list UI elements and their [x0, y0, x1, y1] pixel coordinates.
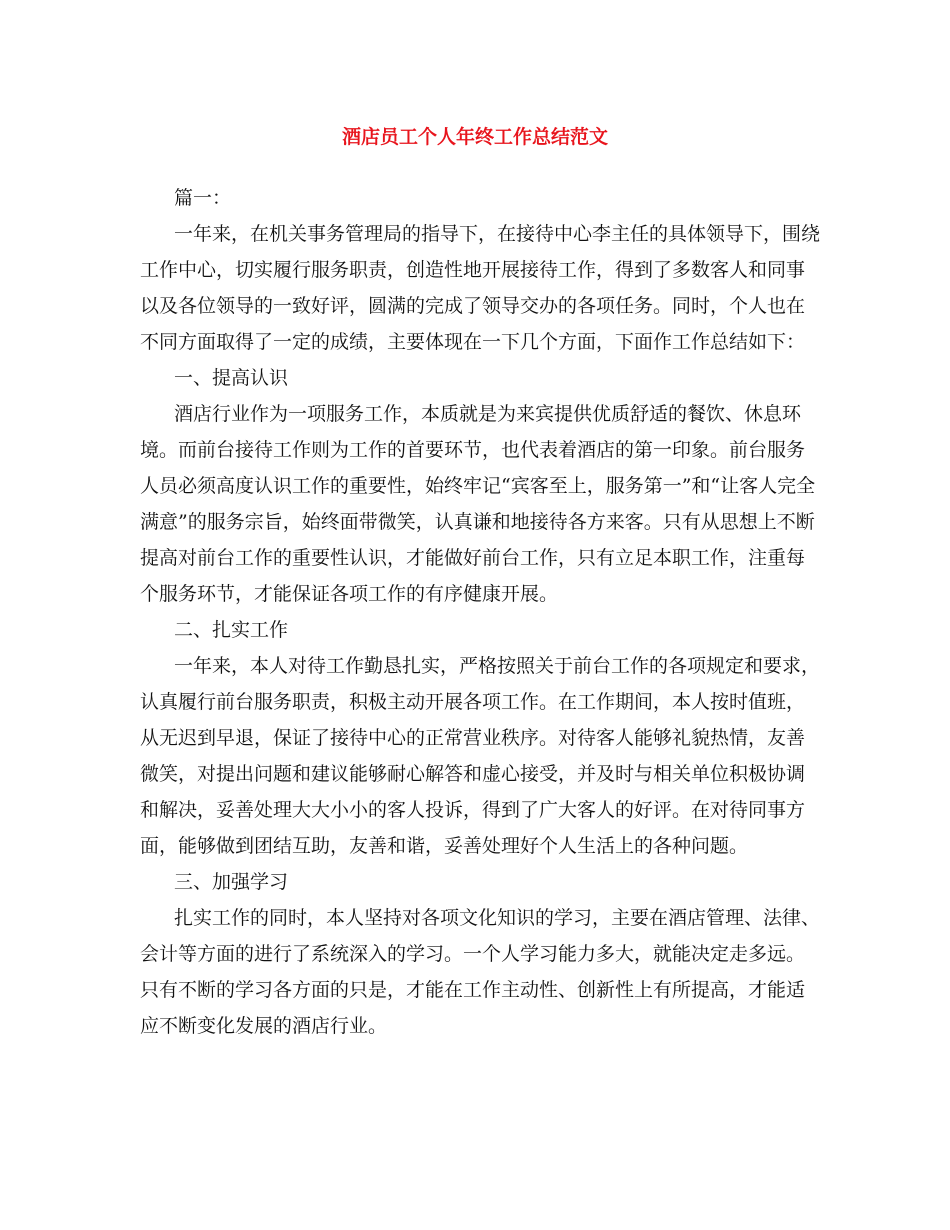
document-title: 酒店员工个人年终工作总结范文: [341, 126, 608, 148]
section-heading-2: 二、扎实工作: [174, 619, 289, 641]
section-paragraph-2: 一年来，本人对待工作勤恳扎实，严格按照关于前台工作的各项规定和要求，认真履行前台服务职责，积极主动开展各项工作。在工作期间，本人按时值班，从无迟到早退，保证了接待中心的正常营业秩序。对待客人能够礼貌热情，友善微笑，对提出问题和建议能够耐心解答和虚心接受，并及时与相关单位积极协调和解决，妥善处理大大小小的客人投诉，得到了广大客人的好评。在对待同事方面，能够做到团结互助，友善和谐，妥善处理好个人生活上的各种问题。: [140, 655, 821, 857]
section-paragraph-3: 扎实工作的同时，本人坚持对各项文化知识的学习，主要在酒店管理、法律、会计等方面的进行了系统深入的学习。一个人学习能力多大，就能决定走多远。只有不断的学习各方面的只是，才能在工作主动性、创新性上有所提高，才能适应不断变化发展的酒店行业。: [140, 907, 821, 1037]
section-heading-3: 三、加强学习: [174, 871, 289, 893]
section-label-part-one: 篇一：: [174, 187, 232, 209]
section-heading-1: 一、提高认识: [174, 367, 289, 389]
intro-paragraph: 一年来，在机关事务管理局的指导下，在接待中心李主任的具体领导下，围绕工作中心，切实履行服务职责，创造性地开展接待工作，得到了多数客人和同事以及各位领导的一致好评，圆满的完成了领导交办的各项任务。同时，个人也在不同方面取得了一定的成绩，主要体现在一下几个方面，下面作工作总结如下：: [140, 223, 821, 353]
document-body: [140, 164, 820, 1044]
section-paragraph-1: 酒店行业作为一项服务工作，本质就是为来宾提供优质舒适的餐饮、休息环境。而前台接待工作则为工作的首要环节，也代表着酒店的第一印象。前台服务人员必须高度认识工作的重要性，始终牢记“宾客至上，服务第一”和“让客人完全满意”的服务宗旨，始终面带微笑，认真谦和地接待各方来客。只有从思想上不断提高对前台工作的重要性认识，才能做好前台工作，只有立足本职工作，注重每个服务环节，才能保证各项工作的有序健康开展。: [140, 403, 816, 605]
